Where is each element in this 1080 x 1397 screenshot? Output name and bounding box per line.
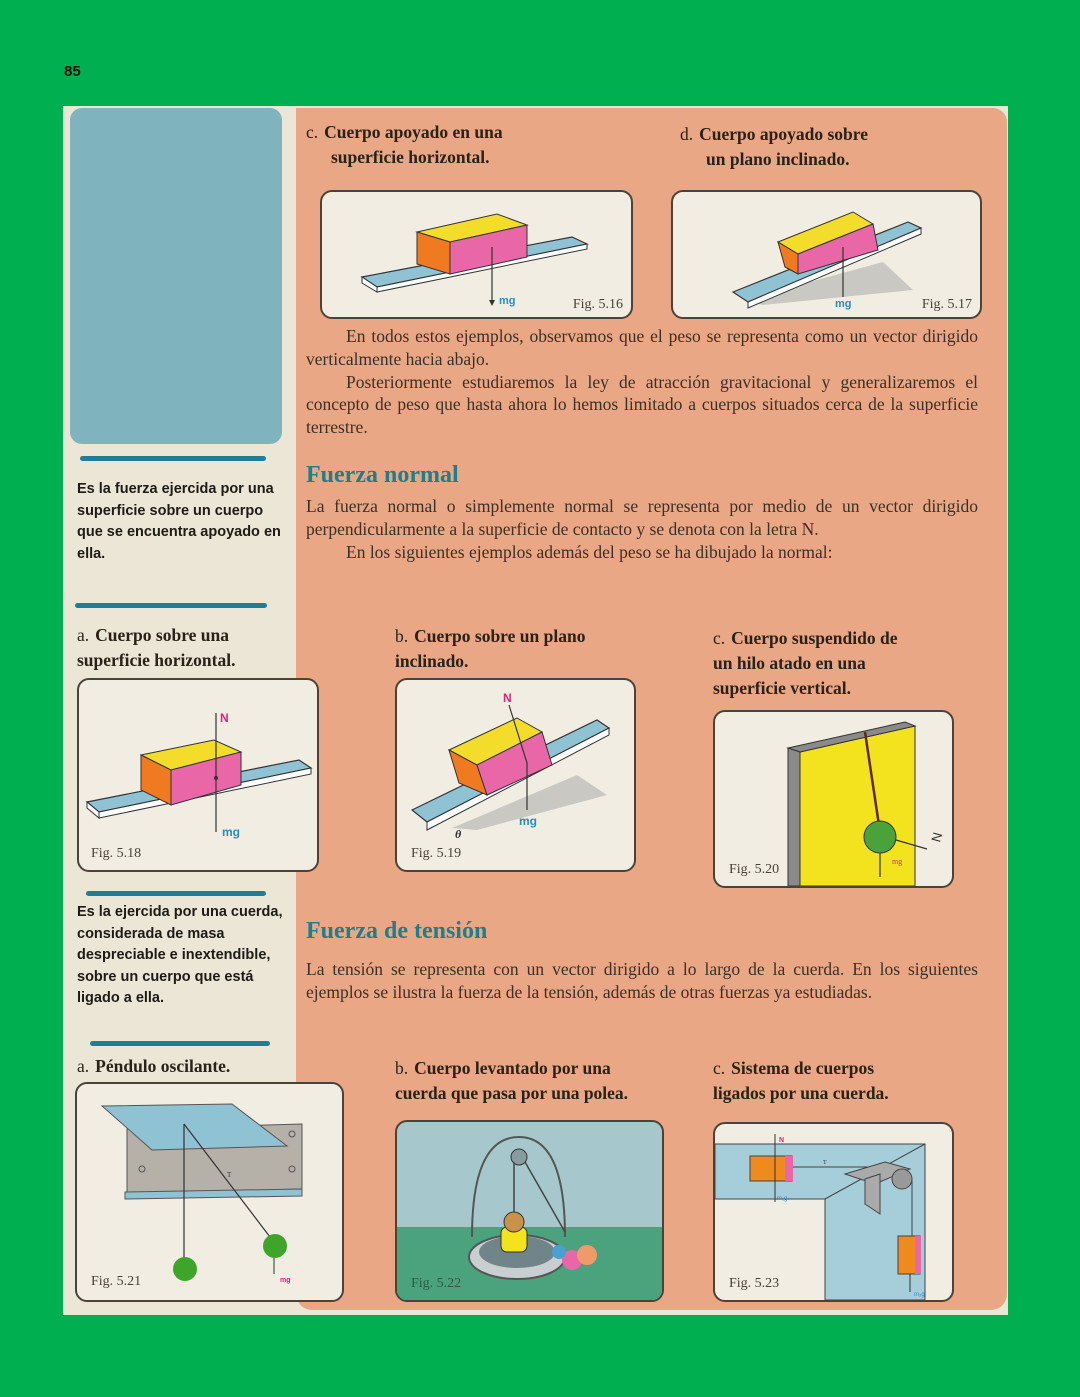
- connected-bodies-pulley-illustration: [715, 1124, 952, 1300]
- svg-text:N: N: [779, 1137, 785, 1144]
- caption-line: cuerda que pasa por una polea.: [395, 1083, 629, 1103]
- weight-explanation: [306, 325, 978, 439]
- paragraph: En los siguientes ejemplos además del peso se ha dibujado la normal:: [346, 541, 833, 562]
- caption-tension-a: [77, 1054, 230, 1079]
- divider: [86, 891, 266, 896]
- caption-tension-b: [395, 1056, 628, 1106]
- well-pulley-illustration: [397, 1122, 662, 1300]
- normal-force-explanation: [306, 495, 978, 563]
- caption-tension-c: [713, 1056, 889, 1106]
- figure-label: Fig. 5.23: [729, 1276, 780, 1291]
- caption-line: Cuerpo sobre una: [95, 625, 230, 645]
- normal-force-definition: Es la fuerza ejercida por una superficie sobre un cuerpo que se encuentra apoyado en ella.: [77, 481, 281, 562]
- svg-text:N: N: [220, 711, 229, 725]
- caption-line: ligados por una cuerda.: [713, 1083, 889, 1103]
- oscillating-pendulum-illustration: [77, 1084, 342, 1300]
- heading-fuerza-de-tension: Fuerza de tensión: [306, 918, 488, 944]
- caption-line: Cuerpo apoyado sobre: [699, 124, 868, 144]
- svg-text:N: N: [503, 691, 512, 705]
- svg-text:mg: mg: [519, 814, 537, 828]
- caption-line: Cuerpo suspendido de: [731, 628, 898, 648]
- caption-letter: b.: [395, 1058, 409, 1078]
- caption-letter: c.: [713, 1058, 726, 1078]
- caption-letter: d.: [680, 124, 694, 144]
- caption-letter: c.: [306, 122, 319, 142]
- figure-5-23: [713, 1122, 954, 1302]
- svg-text:N: N: [928, 830, 946, 844]
- caption-line: un hilo atado en una: [713, 653, 866, 673]
- figure-5-20: [713, 710, 954, 888]
- figure-5-18: [77, 678, 319, 872]
- figure-label: Fig. 5.17: [921, 297, 972, 312]
- caption-line: Cuerpo levantado por una: [414, 1058, 611, 1078]
- svg-text:mg: mg: [222, 825, 240, 839]
- figure-5-19: [395, 678, 636, 872]
- caption-letter: b.: [395, 626, 409, 646]
- caption-c-horizontal: [306, 120, 503, 170]
- figure-5-17: [671, 190, 982, 319]
- caption-line: un plano inclinado.: [706, 149, 850, 169]
- caption-normal-a: [77, 623, 235, 673]
- svg-text:m₁g: m₁g: [777, 1196, 788, 1202]
- blue-margin-box: [70, 108, 282, 444]
- paragraph: Posteriormente estudiaremos la ley de atracción gravitacional y generalizaremos el concepto de peso que hasta ahora lo hemos limitado a cuerpos situados cerca de la superficie terrestre.: [306, 371, 978, 438]
- page-number: 85: [64, 63, 81, 80]
- figure-label: Fig. 5.21: [91, 1274, 142, 1289]
- divider: [80, 456, 266, 461]
- block-with-normal-horizontal-illustration: [79, 680, 317, 870]
- caption-line: Péndulo oscilante.: [95, 1056, 231, 1076]
- paragraph: En todos estos ejemplos, observamos que el peso se representa como un vector dirigido verticalmente hacia abajo.: [306, 326, 978, 369]
- heading-fuerza-normal: Fuerza normal: [306, 462, 459, 488]
- svg-text:mg: mg: [280, 1277, 291, 1284]
- caption-line: superficie horizontal.: [77, 650, 236, 670]
- figure-label: Fig. 5.18: [91, 846, 142, 861]
- svg-text:T: T: [227, 1171, 232, 1179]
- figure-label: Fig. 5.16: [572, 297, 623, 312]
- caption-letter: c.: [713, 628, 726, 648]
- caption-letter: a.: [77, 1056, 90, 1076]
- figure-label: Fig. 5.22: [411, 1276, 462, 1291]
- figure-label: Fig. 5.19: [411, 846, 462, 861]
- divider: [75, 603, 267, 608]
- svg-text:T: T: [823, 1160, 827, 1166]
- caption-line: Sistema de cuerpos: [731, 1058, 875, 1078]
- paragraph: La tensión se representa con un vector dirigido a lo largo de la cuerda. En los siguientes ejemplos se ilustra la fuerza de la tensión, además de otras fuerzas ya estudiadas.: [306, 959, 978, 1002]
- svg-text:mg: mg: [892, 857, 903, 866]
- svg-text:mg: mg: [835, 298, 852, 310]
- svg-text:mg: mg: [499, 295, 516, 307]
- caption-letter: a.: [77, 625, 90, 645]
- figure-5-22: [395, 1120, 664, 1302]
- divider: [90, 1041, 270, 1046]
- caption-line: Cuerpo apoyado en una: [324, 122, 503, 142]
- pendulum-on-wall-illustration: [715, 712, 952, 886]
- caption-line: Cuerpo sobre un plano: [414, 626, 586, 646]
- block-with-normal-incline-illustration: [397, 680, 634, 870]
- tension-force-definition: Es la ejercida por una cuerda, considerada de masa despreciable e inextendible, sobre un cuerpo que está ligado a ella.: [77, 904, 283, 1006]
- tension-explanation: [306, 958, 978, 1004]
- caption-line: superficie vertical.: [713, 678, 852, 698]
- svg-text:m₂g: m₂g: [914, 1292, 925, 1298]
- caption-normal-b: [395, 624, 585, 674]
- caption-normal-c: [713, 626, 897, 701]
- paragraph: La fuerza normal o simplemente normal se representa por medio de un vector dirigido perpendicularmente a la superficie de contacto y se denota con la letra N.: [306, 496, 978, 539]
- caption-line: inclinado.: [395, 651, 469, 671]
- caption-line: superficie horizontal.: [331, 147, 490, 167]
- figure-label: Fig. 5.20: [729, 862, 780, 877]
- caption-d-inclined: [680, 122, 868, 172]
- figure-5-16: [320, 190, 633, 319]
- figure-5-21: [75, 1082, 344, 1302]
- svg-text:θ: θ: [455, 827, 462, 841]
